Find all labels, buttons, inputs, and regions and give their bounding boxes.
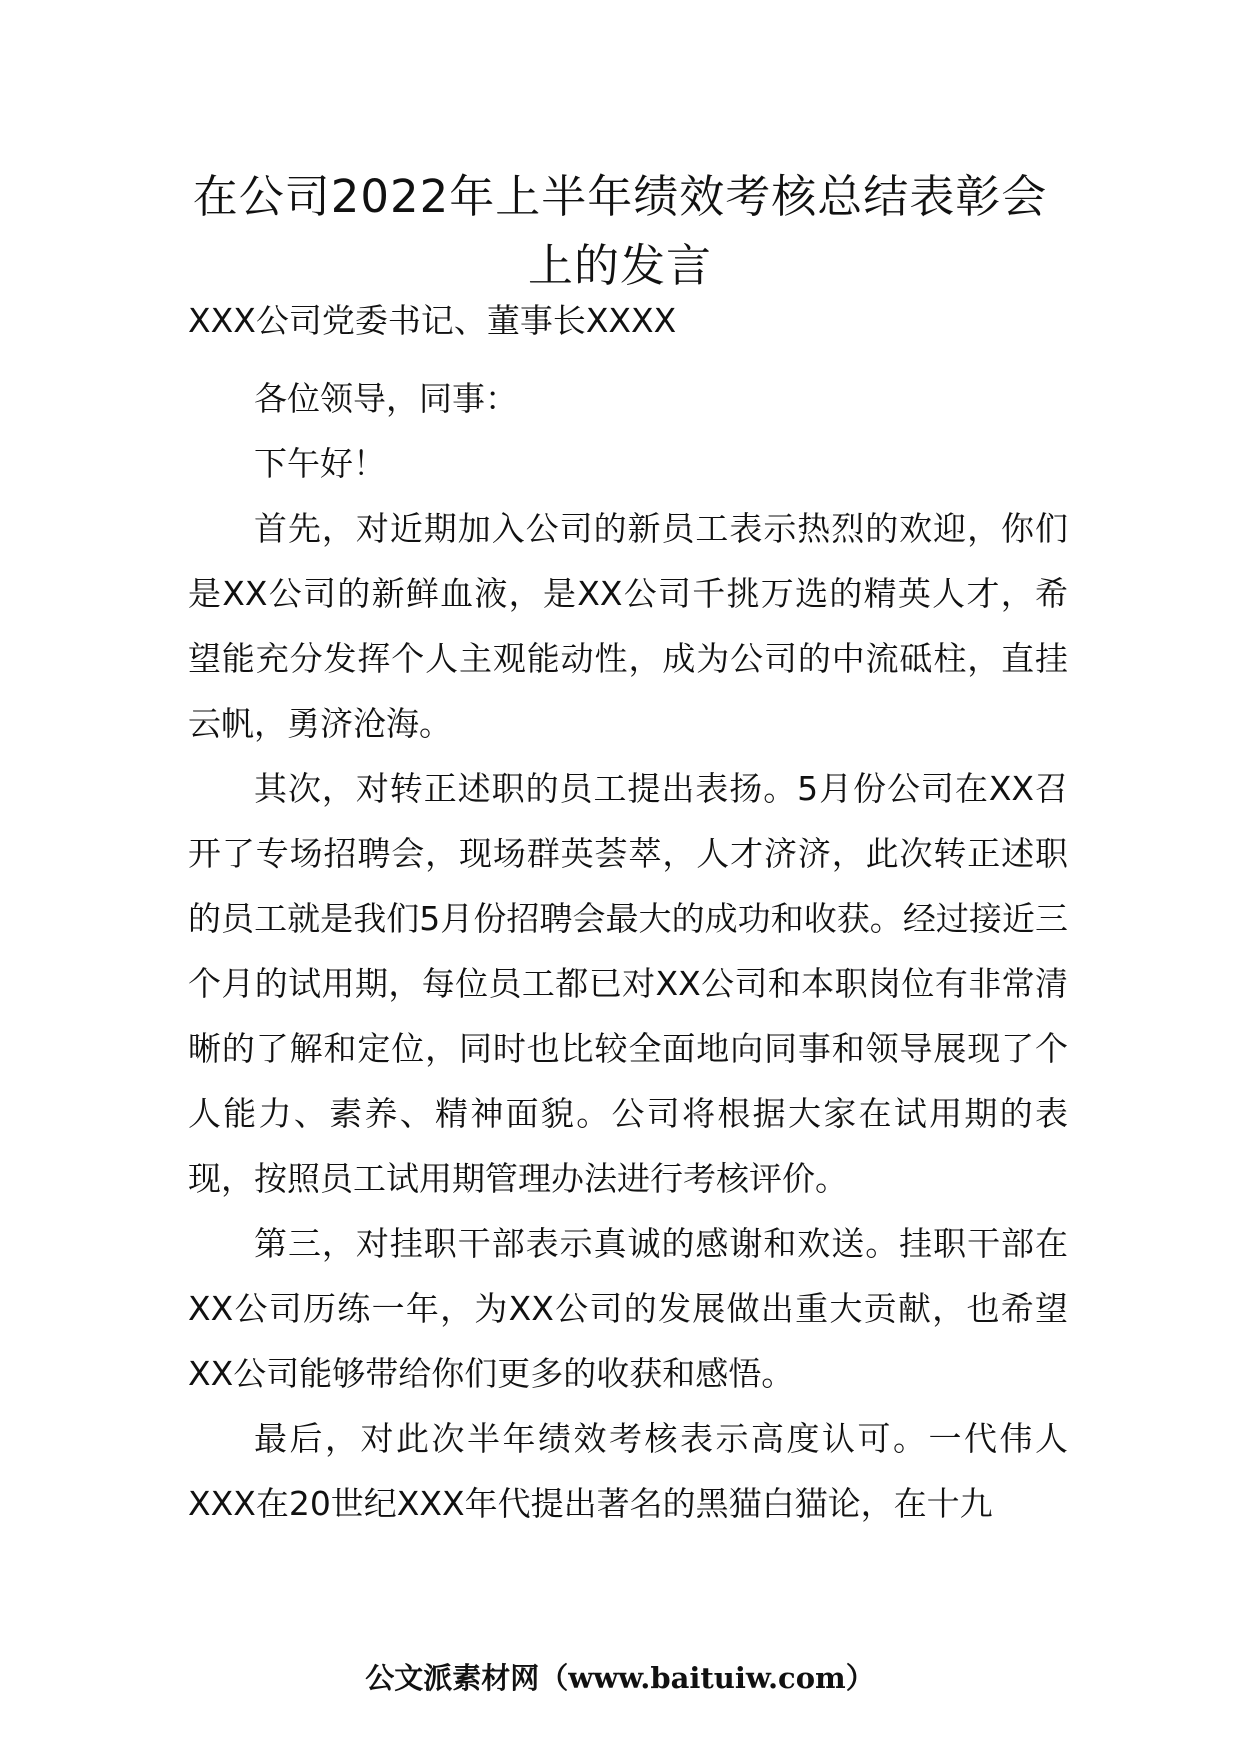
body-paragraph-second: 其次，对转正述职的员工提出表扬。5月份公司在XX召开了专场招聘会，现场群英荟萃，人才济济，此次转正述职的员工就是我们5月份招聘会最大的成功和收获。经过接近三个月的试用期，每位员工都已对XX公司和本职岗位有非常清晰的了解和定位，同时也比较全面地向同事和领导展现了个人能力、素养、精神面貌。公司将根据大家在试用期的表现，按照员工试用期管理办法进行考核评价。 bbox=[188, 769, 1068, 1198]
body-paragraph-first: 首先，对近期加入公司的新员工表示热烈的欢迎，你们是XX公司的新鲜血液，是XX公司千挑万选的精英人才，希望能充分发挥个人主观能动性，成为公司的中流砥柱，直挂云帆，勇济沧海。 bbox=[188, 509, 1068, 743]
salutation-paragraph: 各位领导，同事： bbox=[254, 379, 518, 418]
body-paragraph-last: 最后，对此次半年绩效考核表示高度认可。一代伟人XXX在20世纪XXX年代提出著名的黑猫白猫论，在十九 bbox=[188, 1419, 1068, 1523]
document-title-line-1: 在公司2022年上半年绩效考核总结表彰会 bbox=[192, 170, 1048, 223]
source-watermark-footer: 公文派素材网（www.baituiw.com） bbox=[365, 1661, 875, 1695]
body-paragraph-third: 第三，对挂职干部表示真诚的感谢和欢送。挂职干部在XX公司历练一年，为XX公司的发展做出重大贡献，也希望XX公司能够带给你们更多的收获和感悟。 bbox=[188, 1224, 1068, 1393]
speech-body bbox=[188, 366, 1068, 1536]
speaker-byline: XXX公司党委书记、董事长XXXX bbox=[188, 301, 677, 340]
document-title-line-2: 上的发言 bbox=[527, 239, 712, 292]
greeting-paragraph: 下午好！ bbox=[254, 444, 386, 483]
